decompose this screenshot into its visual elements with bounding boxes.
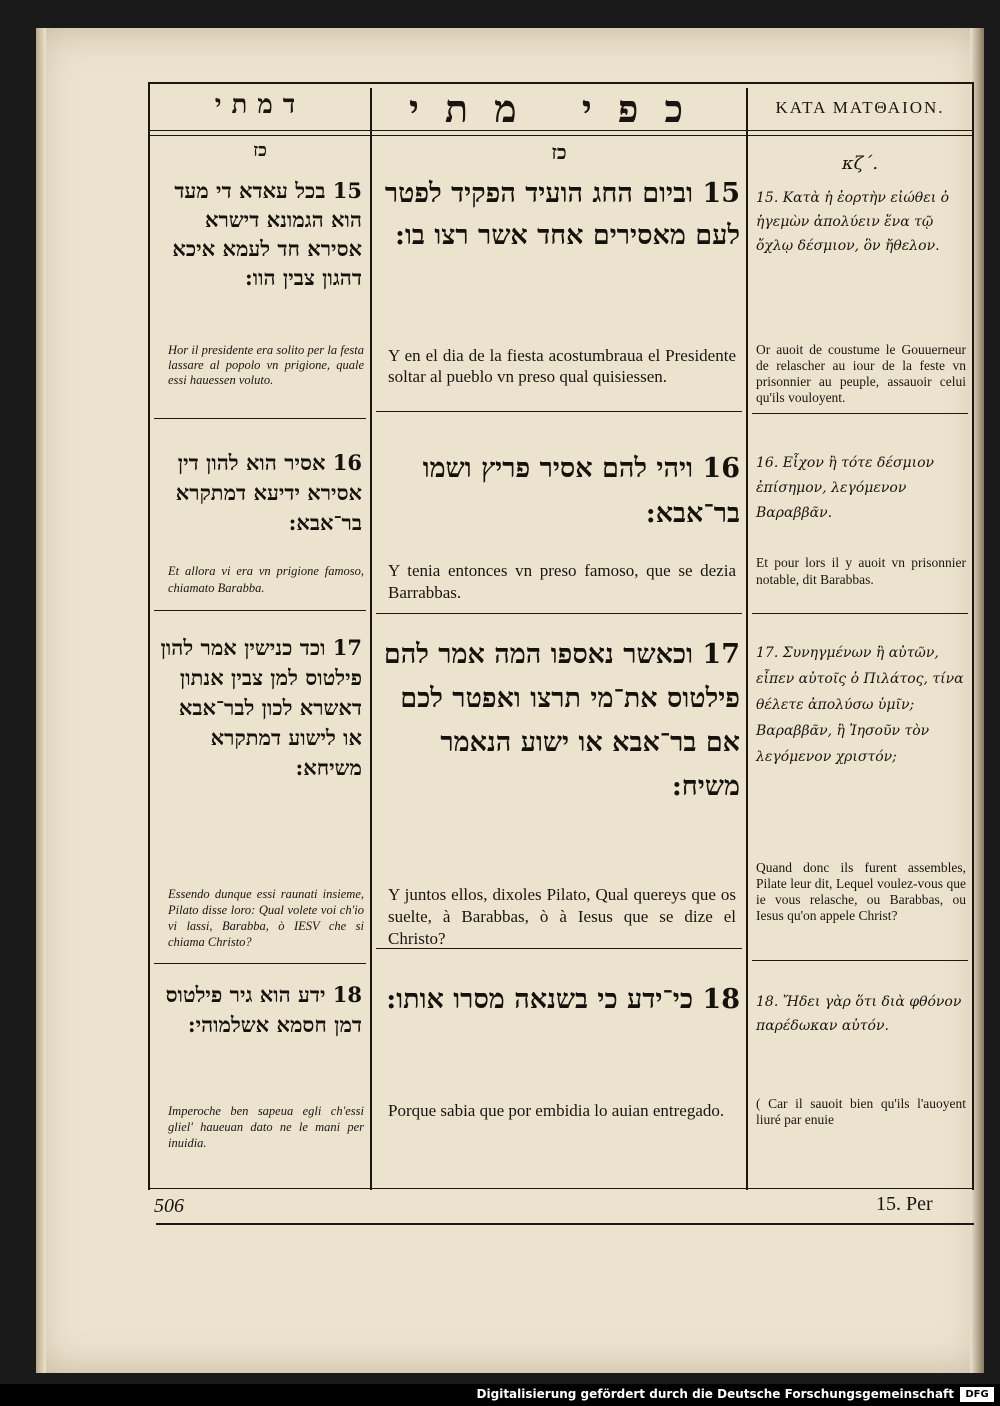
hebrew-verse-18: 18 כי־ידע כי בשנאה מסרו אותו: (386, 984, 740, 1015)
catchword: 15. Per (876, 1193, 933, 1215)
spanish-verse-15: Y en el dia de la fiesta acostumbraua el Presidente soltar al pueblo vn preso qual quisiessen. (388, 346, 736, 386)
spanish-verse-18: Porque sabia que por embidia lo auian entregado. (388, 1101, 725, 1120)
hebrew-running-title: כפי מתי (408, 86, 710, 131)
greek-verse-16: 16. Εἶχον ἢ τότε δέσμιον ἐπίσημον, λεγόμενον Βαραββᾶν. (756, 455, 935, 521)
italian-verse-16: Et allora vi era vn prigione famoso, chiamato Barabba. (168, 564, 364, 595)
aramaic-running-title: דמתי (214, 90, 306, 120)
header-rule-inner (148, 135, 974, 136)
french-verse-18: ( Car il sauoit bien qu'ils l'auoyent liuré par enuie (756, 1096, 966, 1127)
aramaic-verse-16: 16 אסיר הוא להון דין אסירא ידיעא דמתקרא בר־אבא: (175, 450, 362, 535)
greek-verse-18: 18. Ἤδει γὰρ ὅτι διὰ φθόνον παρέδωκαν αὐτόν. (756, 994, 962, 1034)
page-number: 506 (154, 1195, 184, 1217)
dfg-banner (0, 1384, 1000, 1406)
dfg-funding-text: Digitalisierung gefördert durch die Deutsche Forschungsgemeinschaft (476, 1387, 954, 1401)
heb-sep-1 (376, 411, 742, 412)
gr-sep-1 (752, 413, 968, 414)
hebrew-verse-16: 16 ויהי להם אסיר פריץ ושמו בר־אבא: (422, 453, 740, 529)
hebrew-verse-15: 15 וביום החג הועיד הפקיד לפטר לעם מאסירים אחד אשר רצו בו: (384, 178, 740, 251)
footer-rule (156, 1223, 974, 1225)
spanish-verse-16: Y tenia entonces vn preso famoso, que se dezia Barrabbas. (388, 561, 736, 602)
aram-sep-1 (154, 418, 366, 419)
bottom-rule (148, 1188, 974, 1189)
french-verse-17: Quand donc ils furent assembles, Pilate leur dit, Lequel voulez-vous que ie vous relasche, ou Barabbas, ou Iesus qu'on appele Christ? (756, 860, 966, 923)
column-divider-1 (370, 88, 372, 1190)
aram-sep-2 (154, 610, 366, 611)
french-verse-15: Or auoit de coustume le Gouuerneur de relascher au iour de la feste vn prisonnier au peuple, assauoir celui qu'ils vouloyent. (756, 342, 966, 405)
book-page (36, 28, 984, 1373)
gr-sep-2 (752, 613, 968, 614)
aramaic-verse-18: 18 ידע הוא גיר פילטוס דמן חסמא אשלמוהי: (165, 982, 362, 1037)
greek-verse-17: 17. Συνηγμένων ἢ αὐτῶν, εἶπεν αὐτοῖς ὁ Πιλάτος, τίνα θέλετε ἀπολύσω ὑμῖν; Βαραββᾶν, ἢ Ἰησοῦν τὸν λεγόμενον χριστόν; (756, 645, 964, 765)
aramaic-verse-17: 17 וכד כנישין אמר להון פילטוס למן צבין אנתון דאשרא לכון לבר־אבא או לישוע דמתקרא משיחא: (160, 635, 362, 780)
top-rule (148, 82, 974, 84)
column-divider-2 (746, 88, 748, 1190)
spanish-verse-17: Y juntos ellos, dixoles Pilato, Qual quereys que os suelte, à Barabbas, ò à Iesus que se dize el Christo? (388, 885, 736, 948)
aram-sep-3 (154, 963, 366, 964)
gr-sep-3 (752, 960, 968, 961)
left-frame (148, 82, 150, 1190)
greek-chapter-number: κζ΄. (841, 153, 879, 174)
heb-sep-2 (376, 613, 742, 614)
greek-verse-15: 15. Κατὰ ἡ ἑορτὴν εἰώθει ὁ ἡγεμὼν ἀπολύειν ἕνα τῷ ὄχλῳ δέσμιον, ὃν ἤθελον. (756, 190, 950, 254)
italian-verse-15: Hor il presidente era solito per la festa lassare al popolo vn prigione, quale essi hauessen voluto. (168, 343, 364, 387)
aramaic-verse-15: 15 בכל עאדא די מעד הוא הגמונא דישרא אסירא חד לעמא איכא דהגון צבין הוו: (172, 178, 362, 290)
greek-running-title: ΚΑΤΑ ΜΑΤΘΑΙΟΝ. (775, 98, 945, 117)
italian-verse-18: Imperoche ben sapeua egli ch'essi gliel' haueuan dato ne le mani per inuidia. (168, 1104, 364, 1150)
french-verse-16: Et pour lors il y auoit vn prisonnier notable, dit Barabbas. (756, 555, 966, 587)
page-left-edge (36, 28, 46, 1373)
hebrew-verse-17: 17 וכאשר נאספו המה אמר להם פילטוס את־מי תרצו ואפטר לכם אם בר־אבא או ישוע הנאמר משיח: (383, 639, 740, 802)
right-frame (972, 82, 974, 1190)
aramaic-chapter-number: כז (253, 140, 267, 161)
dfg-logo: DFG (960, 1387, 994, 1402)
hebrew-chapter-number: כז (551, 140, 567, 164)
italian-verse-17: Essendo dunque essi raunati insieme, Pilato disse loro: Qual volete voi ch'io vi lassi, Barabba, ò IESV che si chiama Christo? (168, 887, 364, 949)
